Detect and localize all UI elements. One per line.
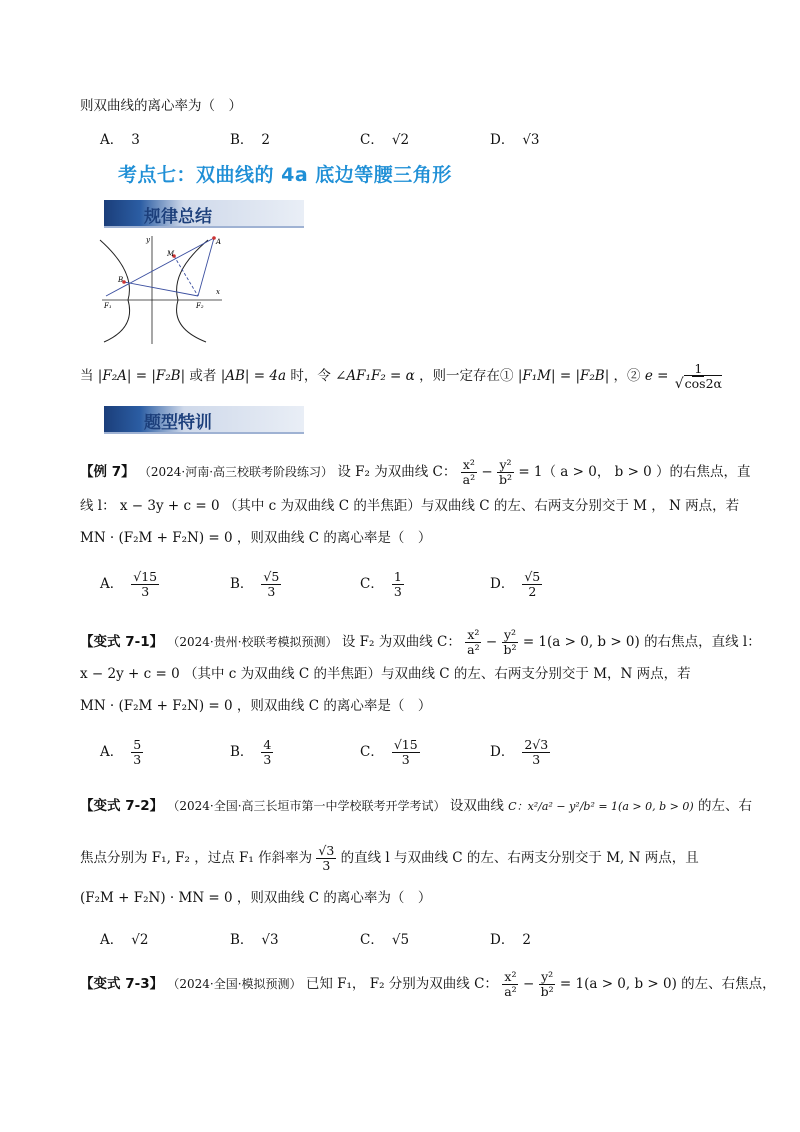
variant71-line2: x − 2y + c = 0 （其中 c 为双曲线 C 的半焦距）与双曲线 C 的左、右两支分别交于 M，N 两点，若 <box>80 666 691 682</box>
section-title: 考点七：双曲线的 4a 底边等腰三角形 <box>118 164 452 186</box>
label-m: M <box>167 250 175 258</box>
option-c[interactable]: C． √2 <box>360 132 410 148</box>
example7-line3: MN · (F₂M + F₂N) = 0 ，则双曲线 C 的离心率是（ ） <box>80 530 432 546</box>
option-c[interactable]: C． $\frac{√15}{3}$ <box>360 737 418 767</box>
label-f1: F₁ <box>104 302 112 310</box>
option-c[interactable]: C． √5 <box>360 932 410 948</box>
example7-line1: 【例 7】 （2024·河南·高三校联考阶段练习） 设 F₂ 为双曲线 C： $\frac{\text{x²}}{\text{a²}}$ − $\frac{\text{y²}}{\text{b²}}$ = 1（ a > 0， b > 0 ）的右焦点，直 <box>80 457 751 487</box>
option-b[interactable]: B． $\frac{√5}{3}$ <box>230 569 280 599</box>
line-m-f2 <box>174 256 198 296</box>
summary-banner <box>104 200 304 228</box>
option-d[interactable]: D． 2 <box>490 932 531 948</box>
option-b[interactable]: B． $\frac{4}{3}$ <box>230 737 272 767</box>
label-f2: F₂ <box>196 302 204 310</box>
hyperbola-diagram <box>98 232 228 347</box>
line-f1-a <box>106 238 214 296</box>
option-b[interactable]: B． √3 <box>230 932 279 948</box>
rule-line: 当 |F₂A| = |F₂B| 或者 |AB| = 4a 时，令 ∠AF₁F₂ = α ，则一定存在① |F₁M| = |F₂B| ，② e = $\frac{1}{√\cos 2\alpha}$ <box>80 361 722 392</box>
option-d[interactable]: D． $\frac{2√3}{3}$ <box>490 737 549 767</box>
option-d[interactable]: D． √3 <box>490 132 540 148</box>
summary-banner-label: 规律总结 <box>144 207 212 227</box>
question-stem: 则双曲线的离心率为（ ） <box>80 98 242 114</box>
variant73-line1: 【变式 7-3】 （2024·全国·模拟预测） 已知 F₁， F₂ 分别为双曲线 C： $\frac{\text{x²}}{\text{a²}}$ − $\frac{\text{y²}}{\text{b²}}$ = 1(a > 0, b > 0) 的左、右焦点， <box>80 969 776 999</box>
eccentricity-fraction: $\frac{1}{√\cos 2\alpha}$ <box>674 361 722 392</box>
label-y: y <box>146 236 150 244</box>
label-b: B <box>118 276 124 284</box>
option-a[interactable]: A． 3 <box>100 132 140 148</box>
variant72-line1: 【变式 7-2】 （2024·全国·高三长垣市第一中学校联考开学考试） 设双曲线 C：x²/a² − y²/b² = 1(a > 0, b > 0) 的左、右 <box>80 798 752 814</box>
option-a[interactable]: A． $\frac{5}{3}$ <box>100 737 142 767</box>
option-d[interactable]: D． $\frac{√5}{2}$ <box>490 569 541 599</box>
line-b-f2 <box>124 282 198 296</box>
example7-line2: 线 l： x − 3y + c = 0 （其中 c 为双曲线 C 的半焦距）与双曲线 C 的左、右两支分别交于 M ， N 两点，若 <box>80 498 740 514</box>
option-a[interactable]: A． $\frac{√15}{3}$ <box>100 569 158 599</box>
option-a[interactable]: A． √2 <box>100 932 149 948</box>
variant71-line3: MN · (F₂M + F₂N) = 0 ，则双曲线 C 的离心率是（ ） <box>80 698 432 714</box>
option-c[interactable]: C． $\frac{1}{3}$ <box>360 569 402 599</box>
option-b[interactable]: B． 2 <box>230 132 271 148</box>
variant71-line1: 【变式 7-1】 （2024·贵州·校联考模拟预测） 设 F₂ 为双曲线 C： $\frac{\text{x²}}{\text{a²}}$ − $\frac{\text{y²}}{\text{b²}}$ = 1(a > 0, b > 0) 的右焦点，直线 l： <box>80 627 761 657</box>
variant72-line3: (F₂M + F₂N) · MN = 0 ，则双曲线 C 的离心率为（ ） <box>80 890 432 906</box>
training-banner <box>104 406 304 434</box>
training-banner-label: 题型特训 <box>144 413 212 433</box>
label-x: x <box>216 288 220 296</box>
variant72-line2: 焦点分别为 F₁, F₂ ，过点 F₁ 作斜率为 $\frac{√3}{3}$ 的直线 l 与双曲线 C 的左、右两支分别交于 M, N 两点，且 <box>80 843 699 873</box>
label-a: A <box>216 238 222 246</box>
